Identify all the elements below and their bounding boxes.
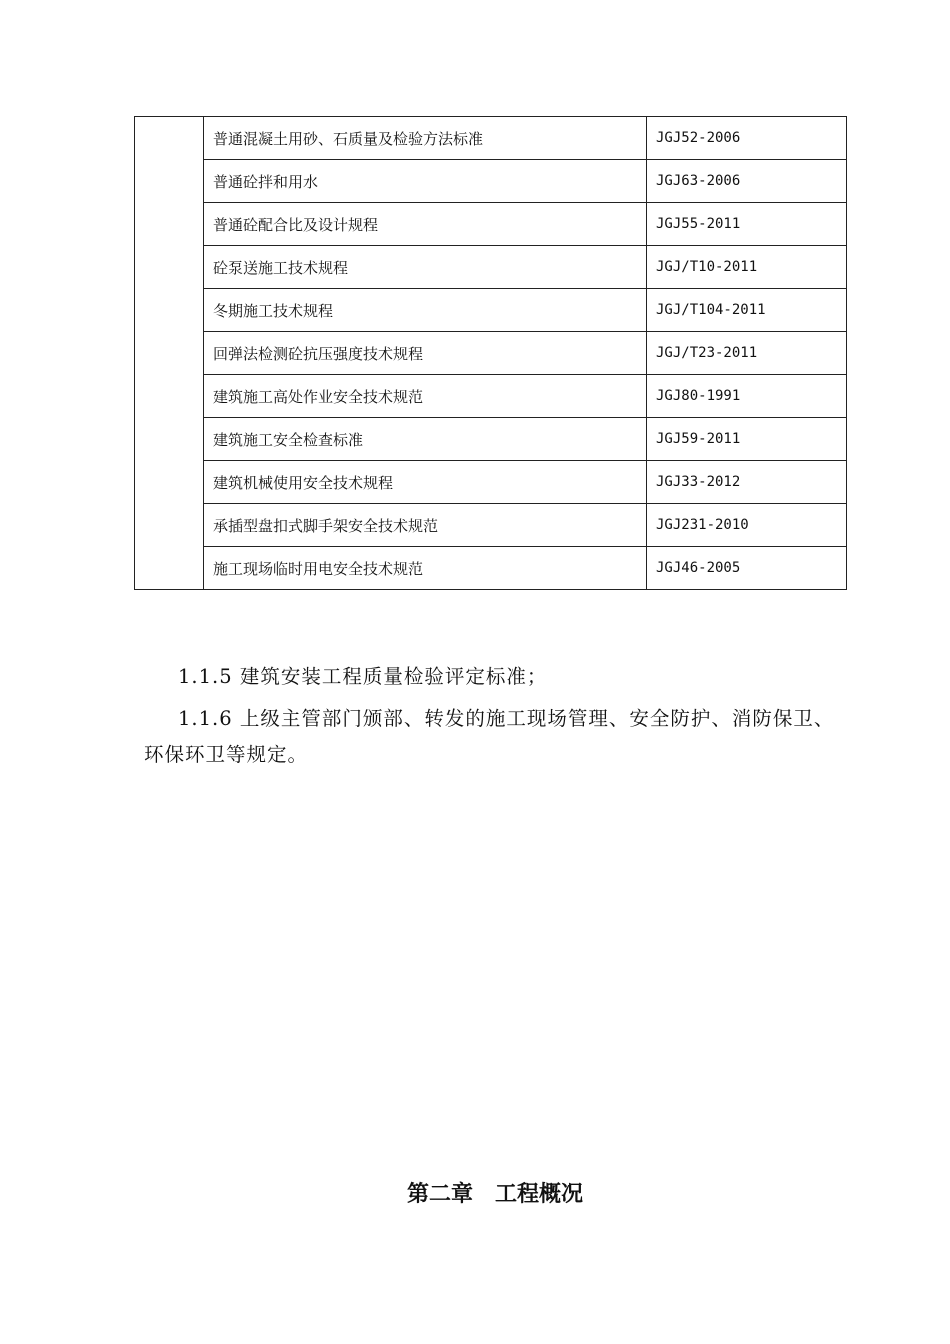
table-row	[135, 547, 847, 590]
standard-code-cell: JGJ63-2006	[647, 160, 847, 203]
table-row	[135, 289, 847, 332]
standard-code-cell: JGJ59-2011	[647, 418, 847, 461]
standard-name-cell: 承插型盘扣式脚手架安全技术规范	[204, 504, 647, 547]
standard-code-cell: JGJ231-2010	[647, 504, 847, 547]
standard-name-cell: 建筑施工安全检查标准	[204, 418, 647, 461]
standard-code-cell: JGJ80-1991	[647, 375, 847, 418]
standard-code-cell: JGJ/T10-2011	[647, 246, 847, 289]
standard-name-cell: 普通砼配合比及设计规程	[204, 203, 647, 246]
table-row	[135, 418, 847, 461]
paragraph-1-1-5: 1.1.5 建筑安装工程质量检验评定标准；	[178, 665, 548, 688]
table-row	[135, 375, 847, 418]
standard-name-cell: 砼泵送施工技术规程	[204, 246, 647, 289]
standard-name-cell: 回弹法检测砼抗压强度技术规程	[204, 332, 647, 375]
standards-table	[134, 116, 847, 590]
table-row	[135, 160, 847, 203]
chapter-heading: 第二章 工程概况	[406, 1182, 583, 1207]
table-row	[135, 203, 847, 246]
standard-code-cell: JGJ33-2012	[647, 461, 847, 504]
standards-table-body	[135, 117, 847, 590]
table-row	[135, 246, 847, 289]
standard-code-cell: JGJ/T104-2011	[647, 289, 847, 332]
standard-code-cell: JGJ52-2006	[647, 117, 847, 160]
table-row	[135, 461, 847, 504]
standard-name-cell: 建筑施工高处作业安全技术规范	[204, 375, 647, 418]
table-row	[135, 504, 847, 547]
standard-code-cell: JGJ46-2005	[647, 547, 847, 590]
standard-name-cell: 施工现场临时用电安全技术规范	[204, 547, 647, 590]
table-row	[135, 332, 847, 375]
standard-name-cell: 冬期施工技术规程	[204, 289, 647, 332]
merged-category-cell	[135, 117, 204, 590]
standard-code-cell: JGJ55-2011	[647, 203, 847, 246]
standard-name-cell: 普通混凝土用砂、石质量及检验方法标准	[204, 117, 647, 160]
paragraph-1-1-6: 1.1.6 上级主管部门颁部、转发的施工现场管理、安全防护、消防保卫、环保环卫等规定。	[144, 707, 835, 766]
standard-code-cell: JGJ/T23-2011	[647, 332, 847, 375]
standard-name-cell: 建筑机械使用安全技术规程	[204, 461, 647, 504]
table-row	[135, 117, 847, 160]
standard-name-cell: 普通砼拌和用水	[204, 160, 647, 203]
